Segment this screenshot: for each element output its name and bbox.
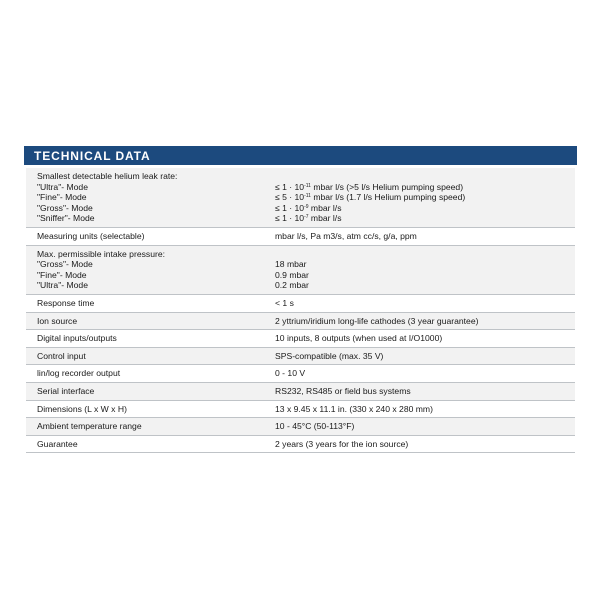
section-title: TECHNICAL DATA <box>34 148 151 163</box>
spec-label: Measuring units (selectable) <box>26 227 267 245</box>
spec-value: 0 - 10 V <box>267 365 575 383</box>
spec-value: RS232, RS485 or field bus systems <box>267 382 575 400</box>
spec-table <box>26 168 575 453</box>
spec-value: 2 yttrium/iridium long-life cathodes (3 year guarantee) <box>267 312 575 330</box>
spec-value: mbar l/s, Pa m3/s, atm cc/s, g/a, ppm <box>267 227 575 245</box>
spec-label: lin/log recorder output <box>26 365 267 383</box>
leak-mode-label: "Sniffer"- Mode <box>37 213 95 224</box>
table-row <box>26 330 575 348</box>
pressure-mode-value: 0.2 mbar <box>275 280 309 291</box>
leak-mode-value: ≤ $1 \cdot 10^{-7}$ mbar l/s <box>275 213 342 224</box>
table-row <box>26 294 575 312</box>
table-row <box>26 245 575 294</box>
pressure-mode-label: "Ultra"- Mode <box>37 280 88 291</box>
table-row <box>26 418 575 436</box>
table-row <box>26 382 575 400</box>
spec-label: Response time <box>26 294 267 312</box>
spec-label: Dimensions (L x W x H) <box>26 400 267 418</box>
table-row <box>26 347 575 365</box>
pressure-mode-label: "Gross"- Mode <box>37 259 93 270</box>
table-row <box>26 168 575 227</box>
leak-mode-value: ≤ $5 \cdot 10^{-11}$ mbar l/s (1.7 l/s Helium pumping speed) <box>275 192 466 203</box>
spec-value <box>267 245 575 294</box>
spec-value: 2 years (3 years for the ion source) <box>267 435 575 453</box>
pressure-heading: Max. permissible intake pressure: <box>37 248 165 259</box>
pressure-mode-value: 0.9 mbar <box>275 269 309 280</box>
table-row <box>26 400 575 418</box>
pressure-mode-value: 18 mbar <box>275 259 307 270</box>
spec-label <box>26 245 267 294</box>
section-header <box>24 146 577 165</box>
spec-value: < 1 s <box>267 294 575 312</box>
leak-mode-value: ≤ $1 \cdot 10^{-9}$ mbar l/s <box>275 202 342 213</box>
spec-value: 13 x 9.45 x 11.1 in. (330 x 240 x 280 mm) <box>267 400 575 418</box>
leak-rate-heading: Smallest detectable helium leak rate: <box>37 171 178 181</box>
spec-value: SPS-compatible (max. 35 V) <box>267 347 575 365</box>
table-row <box>26 435 575 453</box>
leak-mode-label: "Fine"- Mode <box>37 192 87 203</box>
spec-label: Guarantee <box>26 435 267 453</box>
leak-mode-label: "Gross"- Mode <box>37 202 93 213</box>
spec-label: Serial interface <box>26 382 267 400</box>
table-row <box>26 312 575 330</box>
spec-value: 10 - 45°C (50-113°F) <box>267 418 575 436</box>
spec-label: Digital inputs/outputs <box>26 330 267 348</box>
table-row <box>26 227 575 245</box>
spec-label: Ambient temperature range <box>26 418 267 436</box>
spec-value: 10 inputs, 8 outputs (when used at I/O1000) <box>267 330 575 348</box>
spec-label: Ion source <box>26 312 267 330</box>
spec-label <box>26 168 267 227</box>
pressure-mode-label: "Fine"- Mode <box>37 269 87 280</box>
table-row <box>26 365 575 383</box>
spec-label: Control input <box>26 347 267 365</box>
leak-mode-label: "Ultra"- Mode <box>37 181 88 192</box>
spec-value <box>267 168 575 227</box>
leak-mode-value: ≤ $1 \cdot 10^{-11}$ mbar l/s (>5 l/s Helium pumping speed) <box>275 181 464 192</box>
